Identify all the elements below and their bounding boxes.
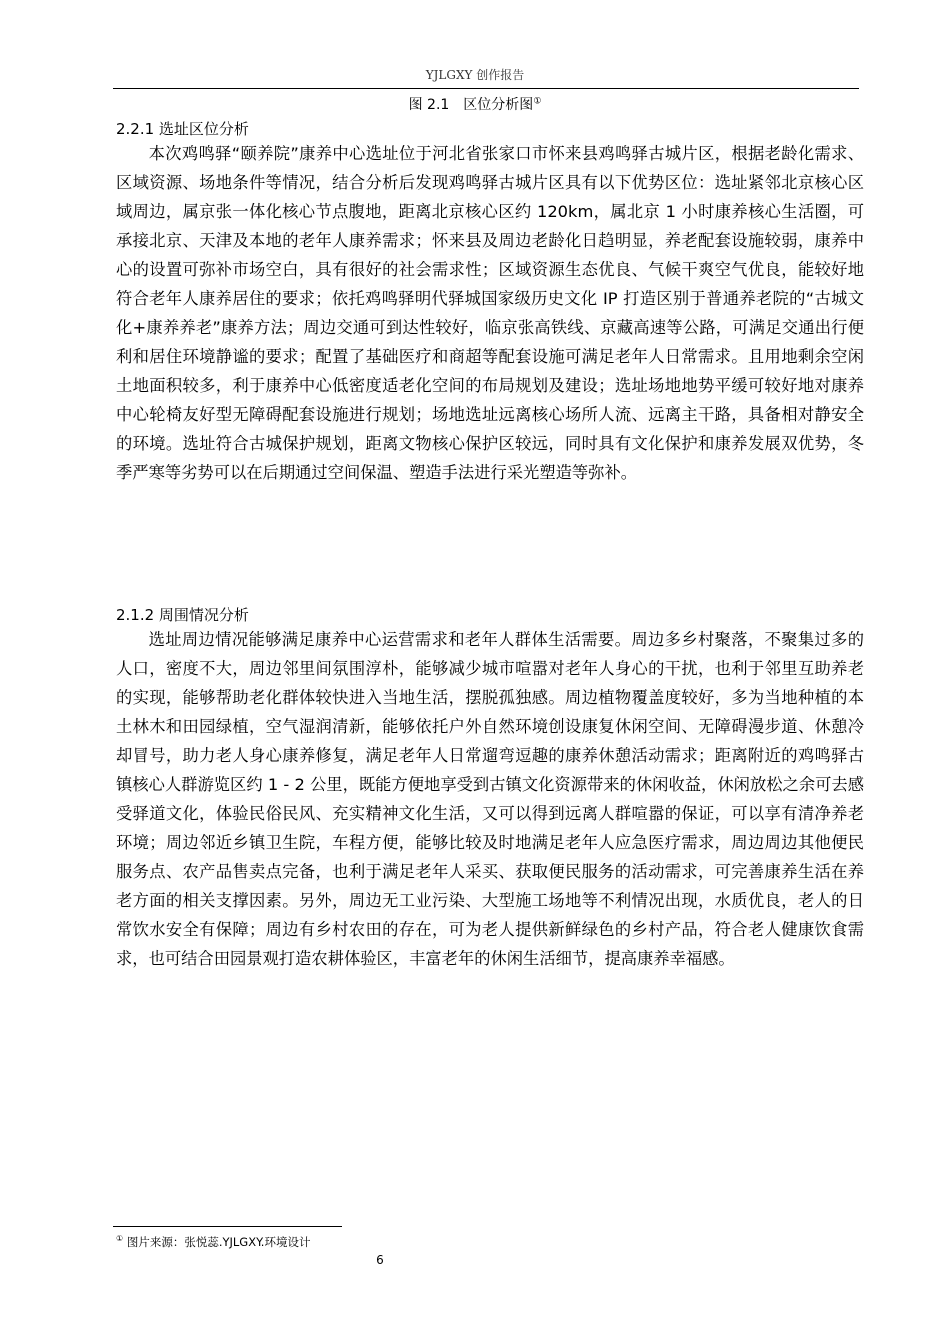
- figure-caption-text: 图 2.1 区位分析图: [408, 97, 534, 113]
- footnote-text: 图片来源：张悦蕊.YJLGXY.环境设计: [126, 1235, 311, 1249]
- page-number: 6: [376, 1253, 384, 1267]
- paragraph-surroundings-analysis: 选址周边情况能够满足康养中心运营需求和老年人群体生活需要。周边多乡村聚落，不聚集过多的人口，密度不大，周边邻里间氛围淳朴，能够减少城市喧嚣对老年人身心的干扰，也利于邻里互助养老的实现，能够帮助老化群体较快进入当地生活，摆脱孤独感。周边植物覆盖度较好，多为当地种植的本土林木和田园绿植，空气湿润清新，能够依托户外自然环境创设康复休闲空间、无障碍漫步道、休憩冷却冒号，助力老人身心康养修复，满足老年人日常遛弯逗趣的康养休憩活动需求；距离附近的鸡鸣驿古镇核心人群游览区约 1 - 2 公里，既能方便地享受到古镇文化资源带来的休闲收益，休闲放松之余可去感受驿道文化，体验民俗民风、充实精神文化生活，又可以得到远离人群喧嚣的保证，可以享有清净养老环境；周边邻近乡镇卫生院，车程方便，能够比较及时地满足老年人应急医疗需求，周边周边其他便民服务点、农产品售卖点完备，也利于满足老年人采买、获取便民服务的活动需求，可完善康养生活在养老方面的相关支撑因素。另外，周边无工业污染、大型施工场地等不利情况出现，水质优良，老人的日常饮水安全有保障；周边有乡村农田的存在，可为老人提供新鲜绿色的乡村产品，符合老人健康饮食需求，也可结合田园景观打造农耕体验区，丰富老年的休闲生活细节，提高康养幸福感。: [116, 630, 864, 968]
- footnote-reference: ①: [533, 96, 542, 107]
- section-heading-location: 2.2.1 选址区位分析: [116, 120, 249, 138]
- paragraph-location-analysis: 本次鸡鸣驿“颐养院”康养中心选址位于河北省张家口市怀来县鸡鸣驿古城片区，根据老龄化需求、区域资源、场地条件等情况，结合分析后发现鸡鸣驿古城片区具有以下优势区位：选址紧邻北京核心区域周边，属京张一体化核心节点腹地，距离北京核心区约 120km，属北京 1 小时康养核心生活圈，可承接北京、天津及本地的老年人康养需求；怀来县及周边老龄化日趋明显，养老配套设施较弱，康养中心的设置可弥补市场空白，具有很好的社会需求性；区域资源生态优良、气候干爽空气优良，能较好地符合老年人康养居住的要求；依托鸡鸣驿明代驿城国家级历史文化 IP 打造区别于普通养老院的“古城文化+康养养老”康养方法；周边交通可到达性较好，临京张高铁线、京藏高速等公路，可满足交通出行便利和居住环境静谧的要求；配置了基础医疗和商超等配套设施可满足老年人日常需求。且用地剩余空闲土地面积较多，利于康养中心低密度适老化空间的布局规划及建设；选址场地地势平缓可较好地对康养中心轮椅友好型无障碍配套设施进行规划；场地选址远离核心场所人流、远离主干路，具备相对静安全的环境。选址符合古城保护规划，距离文物核心保护区较远，同时具有文化保护和康养发展双优势，冬季严寒等劣势可以在后期通过空间保温、塑造手法进行采光塑造等弥补。: [116, 144, 864, 482]
- figure-caption: [0, 94, 950, 114]
- footnote: [116, 1234, 310, 1250]
- section-heading-surroundings: 2.1.2 周围情况分析: [116, 606, 249, 624]
- footnote-divider: [113, 1226, 342, 1227]
- header-divider: [113, 88, 859, 89]
- footnote-marker: ①: [116, 1234, 124, 1244]
- page-header: YJLGXY 创作报告: [425, 68, 525, 82]
